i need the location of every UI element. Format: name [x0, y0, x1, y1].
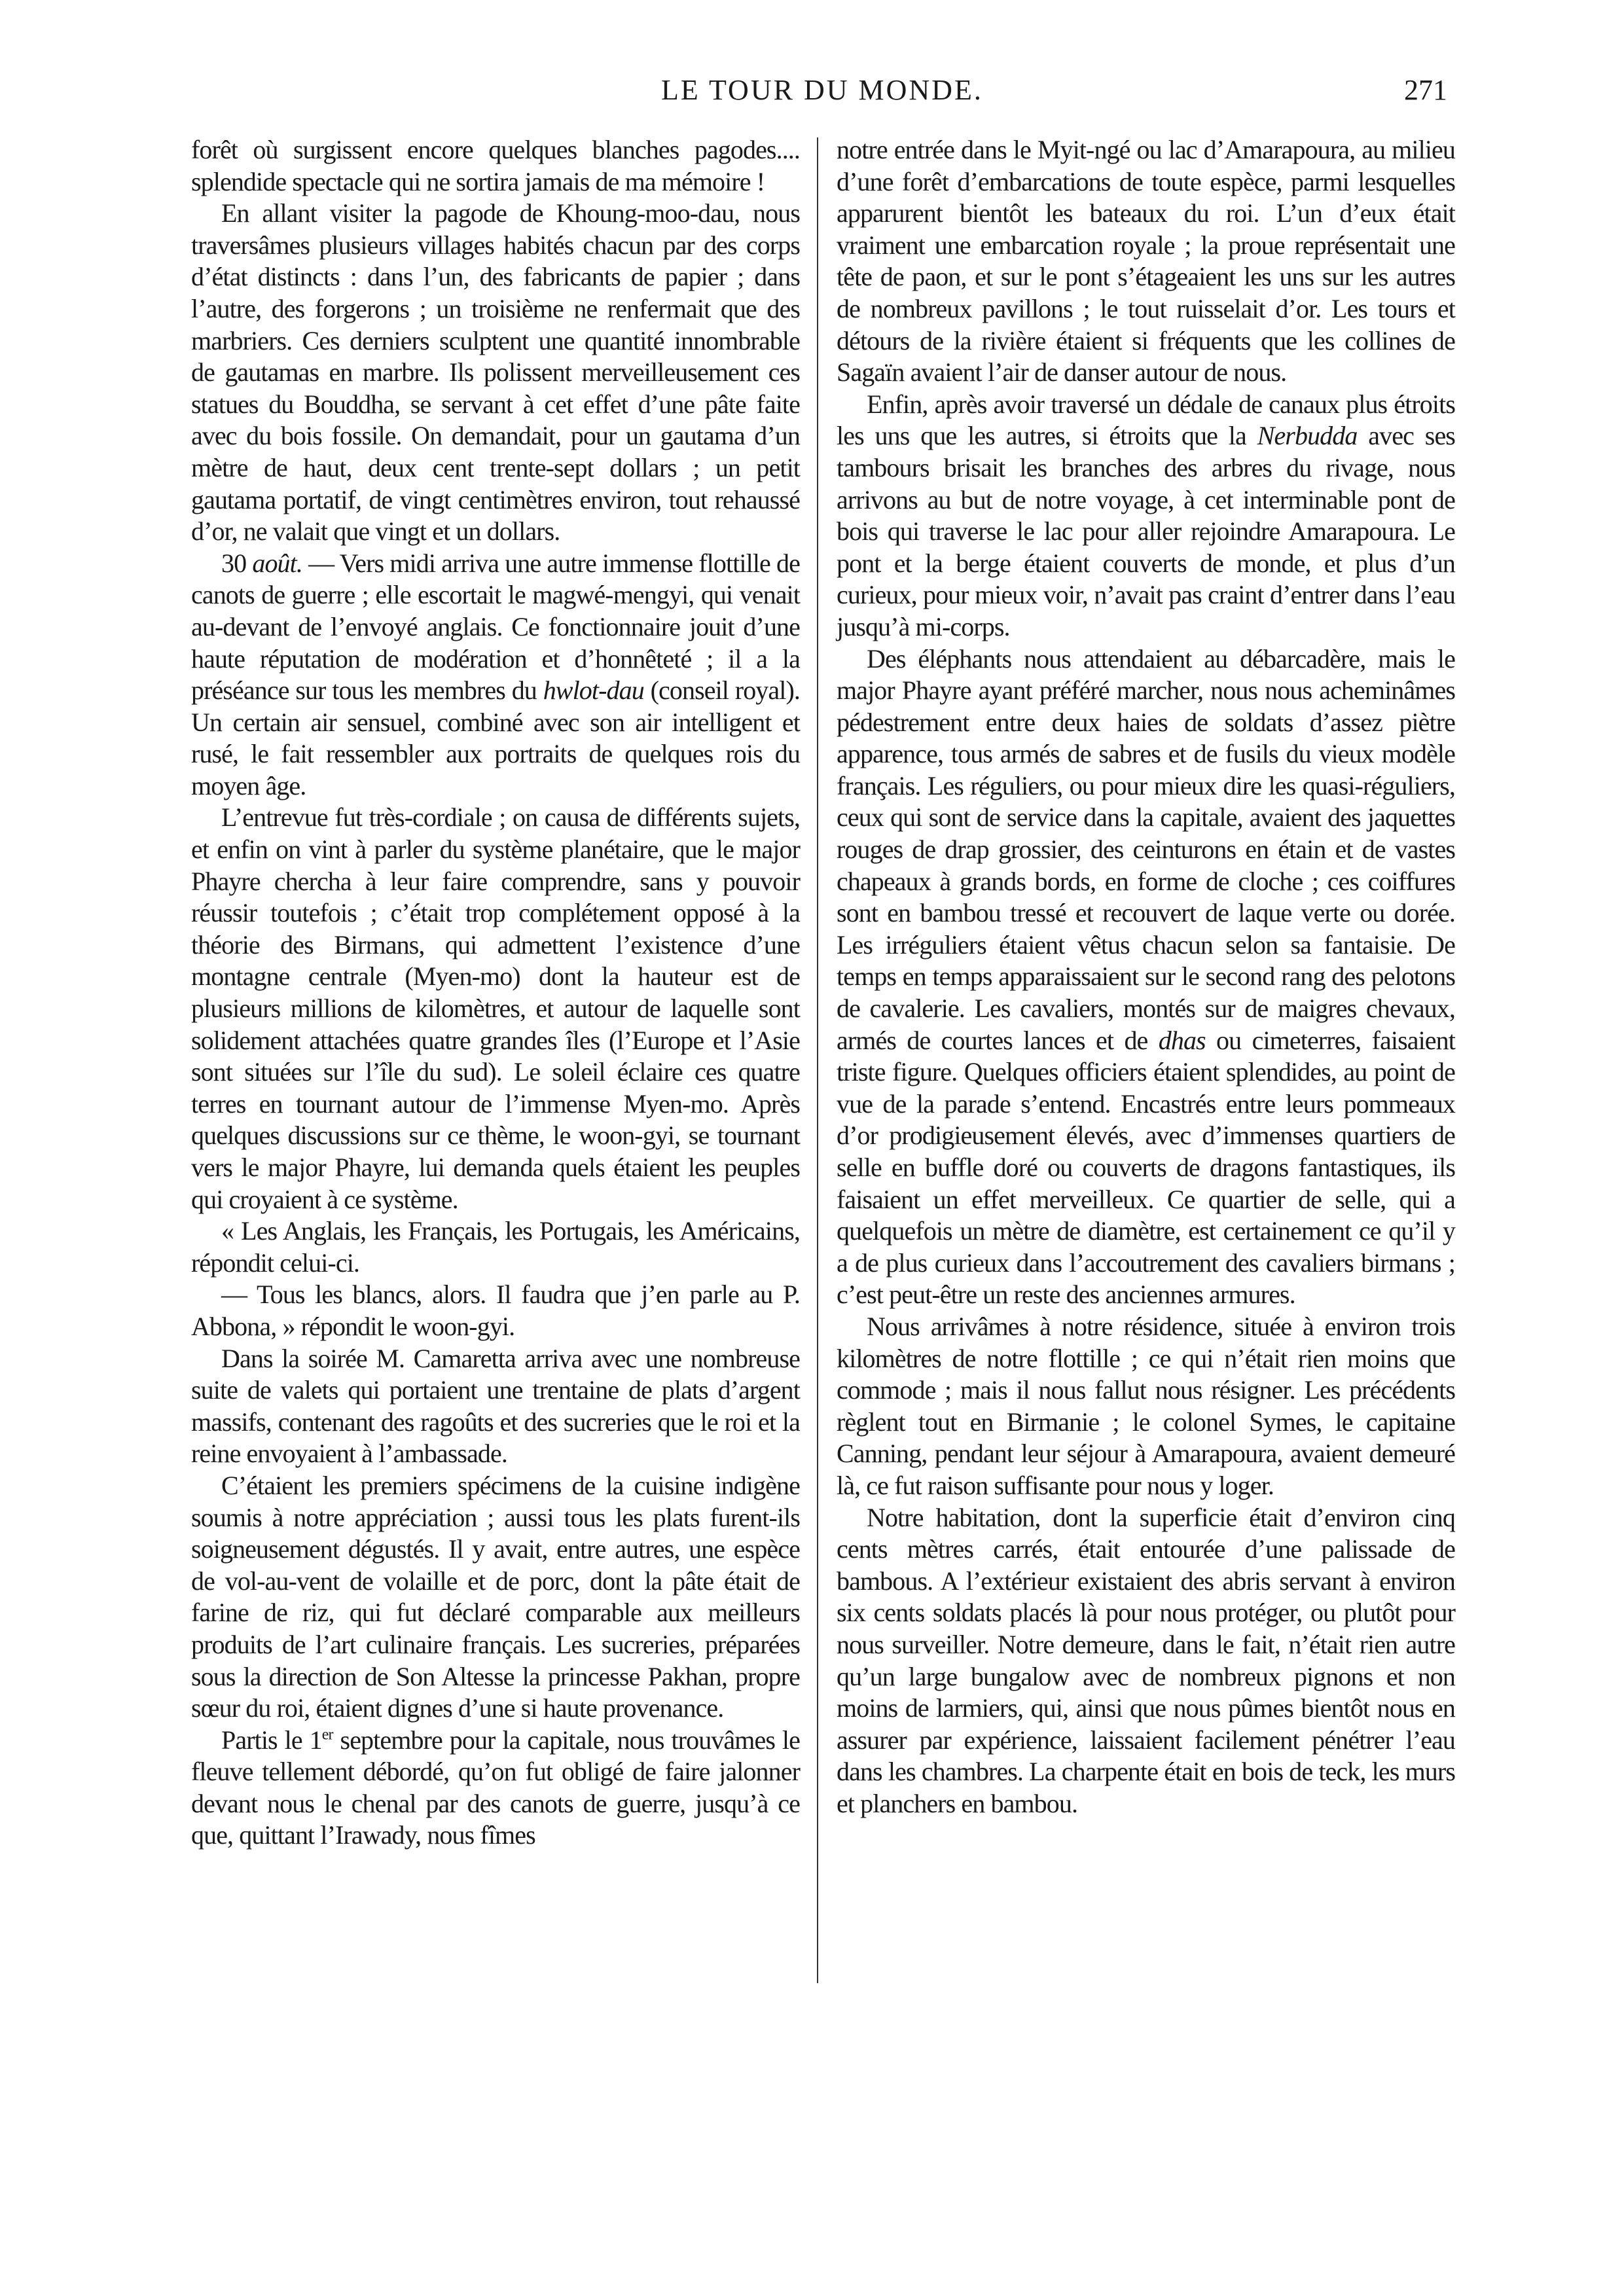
paragraph [191, 198, 800, 548]
text-run: — Vers midi arriva une autre immense flottille de canots de guerre ; elle escortait le magwé-mengyi, qui venait au-devant de l’envoyé anglais. Ce fonctionnaire jouit d’une haute réputation de modération et d’honnêteté ; il a la préséance sur tous les membres du [191, 548, 800, 706]
page-number: 271 [1404, 74, 1447, 106]
text-run: Nous arrivâmes à notre résidence, située à environ trois kilomètres de notre flottille ; ce qui n’était rien moins que commode ; mais il nous fallut nous résigner. Les précédents règlent tout en Birmanie ; le colonel Symes, le capitaine Canning, pendant leur séjour à Amarapoura, avaient demeuré là, ce fut raison suffisante pour nous y loger. [837, 1311, 1455, 1500]
text-run: septembre pour la capitale, nous trouvâmes le fleuve tellement débordé, qu’on fut obligé de faire jalonner devant nous le chenal par des canots de guerre, jusqu’à ce que, quittant l’Irawady, nous fîmes [191, 1725, 800, 1850]
text-run: Des éléphants nous attendaient au débarcadère, mais le major Phayre ayant préféré marcher, nous nous acheminâmes pédestrement entre deux haies de soldats d’assez piètre apparence, tous armés de sabres et de fusils du vieux modèle français. Les réguliers, ou pour mieux dire les quasi-réguliers, ceux qui sont de service dans la capitale, avaient des jaquettes rouges de drap grossier, des ceinturons en étain et de vastes chapeaux à grands bords, en forme de cloche ; ces coiffures sont en bambou tressé et recouvert de laque verte ou dorée. Les irréguliers étaient vêtus chacun selon sa fantaisie. De temps en temps apparaissaient sur le second rang des pelotons de cavalerie. Les cavaliers, montés sur de maigres chevaux, armés de courtes lances et de [837, 643, 1455, 1055]
text-run: Partis le 1 [221, 1725, 322, 1755]
text-run: Enfin, après avoir traversé un dédale de canaux plus étroits les uns que les autres, si étroits que la [837, 389, 1455, 451]
text-run: « Les Anglais, les Français, les Portugais, les Américains, répondit celui-ci. [191, 1216, 800, 1278]
column-divider [817, 137, 818, 1983]
superscript-text: er [321, 1726, 333, 1744]
paragraph [191, 1343, 800, 1470]
italic-text: hwlot-dau [543, 675, 644, 706]
paragraph [837, 134, 1455, 389]
italic-text: dhas [1158, 1025, 1206, 1055]
paragraph [837, 1502, 1455, 1820]
text-run: (conseil royal). Un certain air sensuel, combiné avec son air intelligent et rusé, le fait ressembler aux portraits de quelques rois du moyen âge. [191, 675, 800, 800]
journal-title: LE TOUR DU MONDE. [661, 74, 983, 106]
paragraph [191, 548, 800, 802]
text-run: 30 [221, 548, 253, 578]
text-run: En allant visiter la pagode de Khoung-moo-dau, nous traversâmes plusieurs villages habités chacun par des corps d’état distincts : dans l’un, des fabricants de papier ; dans l’autre, des forgerons ; un troisième ne renfermait que des marbriers. Ces derniers sculptent une quantité innombrable de gautamas en marbre. Ils polissent merveilleusement ces statues du Bouddha, se servant à cet effet d’une pâte faite avec du bois fossile. On demandait, pour un gautama d’un mètre de haut, deux cent trente-sept dollars ; un petit gautama portatif, de vingt centimètres environ, tout rehaussé d’or, ne valait que vingt et un dollars. [191, 198, 800, 547]
paragraph [837, 643, 1455, 1311]
italic-text: Nerbudda [1257, 421, 1358, 451]
paragraph [191, 134, 800, 198]
paragraph [837, 1311, 1455, 1502]
left-column [191, 134, 800, 1852]
text-run: notre entrée dans le Myit-ngé ou lac d’Amarapoura, au milieu d’une forêt d’embarcations de toute espèce, parmi lesquelles apparurent bientôt les bateaux du roi. L’un d’eux était vraiment une embarcation royale ; la proue représentait une tête de paon, et sur le pont s’étageaient les uns sur les autres de nombreux pavillons ; le tout ruisselait d’or. Les tours et détours de la rivière étaient si fréquents que les collines de Sagaïn avaient l’air de danser autour de nous. [837, 135, 1455, 387]
right-column [837, 134, 1455, 1820]
text-run: avec ses tambours brisait les branches des arbres du rivage, nous arrivons au but de notre voyage, à cet interminable pont de bois qui traverse le lac pour aller rejoindre Amarapoura. Le pont et la berge étaient couverts de monde, et plus d’un curieux, pour mieux voir, n’avait pas craint d’entrer dans l’eau jusqu’à mi-corps. [837, 421, 1455, 641]
paragraph [191, 1215, 800, 1279]
paragraph [191, 802, 800, 1215]
text-run: — Tous les blancs, alors. Il faudra que j’en parle au P. Abbona, » répondit le woon-gyi. [191, 1280, 800, 1341]
text-run: Notre habitation, dont la superficie était d’environ cinq cents mètres carrés, était entourée d’une palissade de bambous. A l’extérieur existaient des abris servant à environ six cents soldats placés là pour nous protéger, ou plutôt pour nous surveiller. Notre demeure, dans le fait, n’était rien autre qu’un large bungalow avec de nombreux pignons et non moins de larmiers, qui, ainsi que nous pûmes bientôt nous en assurer par expérience, laissaient facilement pénétrer l’eau dans les chambres. La charpente était en bois de teck, les murs et planchers en bambou. [837, 1502, 1455, 1818]
paragraph [191, 1279, 800, 1342]
text-run: ou cimeterres, faisaient triste figure. Quelques officiers étaient splendides, au point de vue de la parade s’entend. Encastrés entre leurs pommeaux d’or prodigieusement élevés, avec d’immenses quartiers de selle en buffle doré ou couverts de dragons fantastiques, ils faisaient un effet merveilleux. Ce quartier de selle, qui a quelquefois un mètre de diamètre, est certainement ce qu’il y a de plus curieux dans l’accoutrement des cavaliers birmans ; c’est peut-être un reste des anciennes armures. [837, 1025, 1455, 1310]
text-run: Dans la soirée M. Camaretta arriva avec une nombreuse suite de valets qui portaient une trentaine de plats d’argent massifs, contenant des ragoûts et des sucreries que le roi et la reine envoyaient à l’ambassade. [191, 1343, 800, 1469]
italic-text: août. [252, 548, 302, 578]
paragraph [191, 1725, 800, 1852]
paragraph [191, 1470, 800, 1725]
text-run: L’entrevue fut très-cordiale ; on causa de différents sujets, et enfin on vint à parler du système planétaire, que le major Phayre chercha à leur faire comprendre, sans y pouvoir réussir toutefois ; c’était trop complétement opposé à la théorie des Birmans, qui admettent l’existence d’une montagne centrale (Myen-mo) dont la hauteur est de plusieurs millions de kilomètres, et autour de laquelle sont solidement attachées quatre grandes îles (l’Europe et l’Asie sont situées sur l’île du sud). Le soleil éclaire ces quatre terres en tournant autour de l’immense Myen-mo. Après quelques discussions sur ce thème, le woon-gyi, se tournant vers le major Phayre, lui demanda quels étaient les peuples qui croyaient à ce système. [191, 802, 800, 1214]
paragraph [837, 389, 1455, 643]
text-run: forêt où surgissent encore quelques blanches pagodes.... splendide spectacle qui ne sortira jamais de ma mémoire ! [191, 135, 800, 196]
running-header [0, 73, 1624, 119]
text-run: C’étaient les premiers spécimens de la cuisine indigène soumis à notre appréciation ; aussi tous les plats furent-ils soigneusement dégustés. Il y avait, entre autres, une espèce de vol-au-vent de volaille et de porc, dont la pâte était de farine de riz, qui fut déclaré comparable aux meilleurs produits de l’art culinaire français. Les sucreries, préparées sous la direction de Son Altesse la princesse Pakhan, propre sœur du roi, étaient dignes d’une si haute provenance. [191, 1470, 800, 1723]
